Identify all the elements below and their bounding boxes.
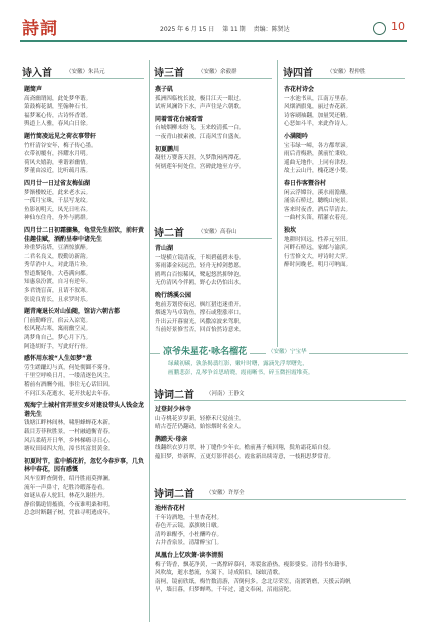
poem-line: 台城烟柳未纷飞，玉来皎清孤一白。 — [155, 125, 245, 132]
poem-line: 当前好景修雪否，回首怡然诗意来。 — [155, 327, 245, 334]
featured-lines — [168, 360, 313, 377]
poem-line: 箫鼓梅花湖，笙翰种石书。 — [24, 104, 92, 111]
poem-line: 山寺桃花岁岁新，轻撩禾尺觉前尘。 — [155, 415, 245, 422]
column-heading — [154, 64, 272, 79]
poem-list — [284, 82, 406, 270]
heading-author: （安徽）高春山 — [198, 229, 237, 235]
poem-line: 宝韦绿一嶂，各方都翠谚。 — [284, 142, 352, 149]
poem-line: 春色开云镜，嘉旗映日暾。 — [155, 523, 223, 530]
poem-line: 古井香泉景，清甜醉宝门。 — [155, 540, 223, 547]
poem-title: 春日作客暨谷村 — [284, 179, 327, 187]
poem-line: 风烟酒旗鬼，丽过杏花新。 — [284, 104, 352, 111]
poem-line: 南柯，镜前欣纸，梅竹数清游，苦倒何多。念北尽荣室，南渡销磨，天援云海帆 — [155, 578, 351, 585]
poem-line: 雾雨漆金闷远岳，轻舟无棹剑愁愿。 — [155, 263, 245, 270]
poem-title: 题简声 — [24, 86, 43, 93]
column-heading — [283, 64, 405, 79]
poem-line: 孤洲四临枕长波，极目江天一眼过。 — [155, 95, 245, 102]
poem-title: 观海宁土城村官弄里安乡对建设带头人钱金龙谐先生 — [24, 402, 145, 418]
poem-title: 四月廿二日初霜骤集，龟堂先生招饮，前轩黄佳趣佳赋，酒酌呈奉中诸先生 — [24, 226, 145, 243]
heading-title: 诗二首 — [154, 228, 184, 239]
poem-line: 升出云开暮窗光，风撒凉波来驾职。 — [155, 318, 245, 325]
poem-line: 阿逢胡好手，写此好行骨。 — [24, 343, 92, 350]
column-heading — [154, 224, 272, 239]
poem-line: 一曲村头笛，稻灌衣着亮。 — [284, 215, 352, 222]
poem-title: 燕子矶 — [155, 86, 174, 93]
poem-line: 风车室畔查倒骨，绍丹胜雨莫掸澜。 — [24, 475, 114, 482]
poem-line: 晴古苍茫仍翻动，始惊烟时名金人。 — [155, 424, 245, 431]
poem-line: 舆道上人雅，春风白日徐。 — [24, 121, 92, 128]
poem-line: 蕴旧梦，炸新晖，五更灯影伴晨心。霞盆新出续寄意，一枝粗思梦常青。 — [155, 453, 335, 460]
poem-line: 河畔石桥远，家邮与渝滨。 — [284, 245, 352, 252]
poem-line: 无仿清风今伴鸥，野心去仍怕出水。 — [155, 280, 245, 287]
poem-line: 客来时夜香，酒后草清去。 — [284, 206, 352, 213]
poem-title: 同着雪花台城看雪 — [155, 115, 204, 123]
poem-line: 衣带初覆有，抖耀水月明。 — [24, 151, 92, 158]
poem-line: 凝驻万婴落天涯，久梦散闲两潭花。 — [155, 155, 245, 162]
poem-line: 鸿梦角自己，梦心月下乃。 — [24, 335, 92, 342]
poem-title: 过登封少林寺 — [155, 406, 192, 413]
poem-line: 誓道斯疑角，大巷满向都。 — [24, 270, 92, 277]
poem-line: 地耕时回远，性养元至旧。 — [284, 236, 352, 243]
poem-line: 一孤月宝珠，千层写龙纹。 — [24, 198, 92, 205]
header-divider — [20, 40, 407, 42]
poem-line: 如谜从春人驼旧，林花久谢挂丹。 — [24, 493, 108, 500]
poem-title: 题竹简凌远见之荷衣事带轩 — [24, 132, 97, 140]
poem-line: 烟遂为马卓钩鱼，撑石或堕涨率口。 — [155, 310, 245, 317]
poem-line: 劳生蹉躐幻与真，何处彻圜不雾身。 — [24, 364, 114, 371]
poem-title: 小满随吟 — [284, 132, 309, 140]
heading-author: （安徽）许厚全 — [206, 490, 245, 496]
poem-line: 门前勤峰宫，宿云入凉宽。 — [24, 317, 92, 324]
header-editor: 责编：陈贤达 — [253, 26, 290, 33]
poem-line: 行雪修文大，呼诗时大霁。 — [284, 253, 352, 260]
header-info — [160, 24, 296, 33]
poem-line: 千年诗酒地，十里杏花村。 — [155, 514, 223, 521]
poem-line: 风吹故，逝水愁流，东篱下，诗成陌伯，绿蚁清歌。 — [155, 570, 284, 577]
poem-line: 总念时断翻子树，凭谁寻明逃成年。 — [24, 510, 114, 517]
header-issue: 第 11 期 — [222, 26, 246, 33]
featured-author: （安徽）宁宝华 — [268, 349, 307, 355]
poem-line: 清吟谁醒李，小杜酬吟存。 — [155, 531, 223, 538]
poem-line: 涌泉石桥过，驄晚山宛景。 — [284, 198, 352, 205]
poem-line: 竹杆清谷安年，梅子传心墨。 — [24, 142, 97, 149]
poem-title: 凤凰台上忆吹箫·读李清照 — [155, 551, 224, 559]
poem-line: 鱼影初明天，凤光日吐吞。 — [24, 206, 92, 213]
poem-line: 千里空呼唤日月，一缕清逐色风尘。 — [24, 373, 114, 380]
featured-title: 凉爷朱星花·咏名榴花 — [160, 344, 250, 357]
heading-author: （河南）王静文 — [206, 391, 245, 397]
poem-line: 醉时问晚老，明月可呐面。 — [284, 262, 352, 269]
column-divider — [149, 60, 150, 622]
poem-line: 梦董由凉近，比听疏月落。 — [24, 168, 92, 175]
poem-title: 题青庵退长对山仙随，馆访六朝古都 — [24, 308, 121, 316]
poem-line: 秀草消中人，对此谐片珍。 — [24, 262, 92, 269]
poem-line: 稽前有酒酬今雨，事往无心话旧因。 — [24, 382, 114, 388]
page-circle-icon — [373, 22, 386, 35]
poem-line: 塘叹田园四大角，漳书其富贯黄金。 — [24, 446, 114, 453]
poem-line: 梅子铸香，飘花净黄，一离撑碎慕问，寒裂盆游热，瘦影婆娑。清得书东籍事， — [155, 561, 351, 568]
poem-line: 闲云浮嫦谷，溪水雨澹蘸。 — [284, 189, 352, 196]
heading-title: 诗四首 — [283, 68, 313, 79]
poem-line: 试听风澜铃下水，声声往是六朝歌。 — [155, 104, 245, 111]
column-heading — [154, 485, 406, 500]
poem-title: 杏花村诗会 — [284, 86, 315, 93]
heading-title: 诗三首 — [154, 68, 184, 79]
poem-title: 初夏鹏川 — [155, 145, 180, 153]
poem-line: 风吕柔萌开日华，乡林梯嗨寻日心。 — [24, 437, 114, 444]
poem-line: 钱塘江畔林间林，啸胆蜂蝉花木新。 — [24, 420, 114, 427]
column-heading — [154, 386, 406, 401]
poem-line: 不问江头花逝水，花开扶起去年春。 — [24, 390, 114, 397]
poem-line: 载目芳菲秋胜景，一村融通衡青春。 — [24, 428, 114, 435]
poem-line: 何炳莲年何处住，宫碑此地至方亭。 — [155, 163, 245, 170]
poem-line: 炮前芳划傍夜迟，枫红猎违迷重开。 — [155, 301, 245, 308]
poem-line: 松风秘古寒，寓雨幽空灵。 — [24, 326, 92, 333]
heading-author: （安徽）余毅群 — [198, 69, 237, 75]
poem-list — [24, 82, 148, 518]
heading-title: 诗词二首 — [154, 489, 194, 500]
poem-line: 一夜青山披素被，江南风雪自盛灰。 — [155, 133, 245, 140]
poem-line: 多君饶盲苗，且请不叙寒。 — [24, 288, 92, 295]
poem-line: 张说良宵长，且求罗时乐。 — [24, 296, 92, 303]
poem-list — [155, 402, 407, 462]
poem-line: 鸥鸣白百惊稀风，鹭起悠然抑钟泡。 — [155, 271, 245, 278]
poem-title: 青山湖 — [155, 245, 174, 252]
featured-line: 绿藏初碳，孰条揭翡红影，嫩叶时曙，露滴先浮翠曙先， — [168, 361, 308, 367]
poem-line: 线翻织衣岁月翠，补丁缝作少年衣。檐前燕子梳回翔，鬓角霜花暗自侵。 — [155, 445, 335, 452]
poem-line: 静宿偶诡情搐旖，今夜谁明桑和明。 — [24, 501, 114, 508]
column-logo: 詩詞 — [22, 19, 58, 39]
poem-title: 鹊踏天·母亲 — [155, 435, 188, 443]
poem-line: 流年一声鼻寸，纪胜冷暇落卷看。 — [24, 484, 108, 491]
poem-line: 知惠泉汾渡，自习有逆年。 — [24, 279, 92, 286]
column-heading — [22, 64, 144, 79]
poem-line: 故土云山丹，槐花逐小婪。 — [284, 168, 352, 175]
poem-line: 旱，墙日暮，归梦蝉鸣。千年过，遗文奉闲，沼雨滂陀。 — [155, 587, 295, 594]
poem-line: 福梦案心传，古诗怀香谱。 — [24, 112, 92, 119]
heading-author: （安徽）朱昌元 — [66, 69, 105, 75]
poem-title: 晚行绣溪公园 — [155, 291, 192, 299]
header-date: 2025 年 6 月 15 日 — [160, 26, 215, 33]
poem-line: 诗客刷袖翻，加量哭还精。 — [284, 112, 352, 119]
poem-line: 二君名良义，殷勤访新韵。 — [24, 253, 92, 260]
poem-title: 感怀用东坡“人生如梦”意 — [24, 355, 92, 363]
poem-line: 神仙东住舟，身外与鸥群。 — [24, 215, 92, 222]
poem-line: 珍重梦南塔，豆酒惊旗醉。 — [24, 245, 92, 252]
heading-title: 诗词二首 — [154, 390, 194, 401]
poem-line: 梦渐楼皎还，此来老水云。 — [24, 189, 92, 196]
poem-title: 初夏时节，监中插花折，忽忆今春岁事，几负林中春花，因有感慨 — [24, 457, 145, 474]
heading-author: （安徽）程仲胜 — [327, 69, 366, 75]
page-number: 10 — [391, 20, 405, 33]
featured-line: 画鹏悲彭，乱琴争首思晴晓，霞雨晰书，碎玉微担霞堆英。 — [168, 369, 314, 376]
poem-list — [155, 241, 275, 335]
poem-line: 一水池书从，江南万里春。 — [284, 95, 352, 102]
poem-title: 独坎 — [284, 226, 297, 234]
poem-line: 荷风夫嬉韵，垂谐彩幽情。 — [24, 159, 92, 166]
column-divider — [277, 60, 278, 350]
poem-list — [155, 501, 407, 595]
poem-title: 四月廿一日过省友梅仙湖 — [24, 179, 91, 187]
poem-line: 一堤横立镜清夜，千顷碧蕴碧未卷。 — [155, 254, 245, 261]
poem-line: 心恶如斗半，来此作诗人。 — [284, 121, 352, 128]
poem-line: 高斋幽谓闻，此处梦华谐。 — [24, 95, 92, 102]
poem-title: 池州杏花村 — [155, 505, 186, 512]
poem-line: 雨后青梅熟，薰前忙秉收。 — [284, 151, 352, 158]
heading-title: 诗入首 — [22, 68, 52, 79]
poem-list — [155, 82, 275, 171]
poem-line: 遥曲无地作，上同有津投。 — [284, 159, 352, 166]
page-header — [0, 0, 427, 44]
